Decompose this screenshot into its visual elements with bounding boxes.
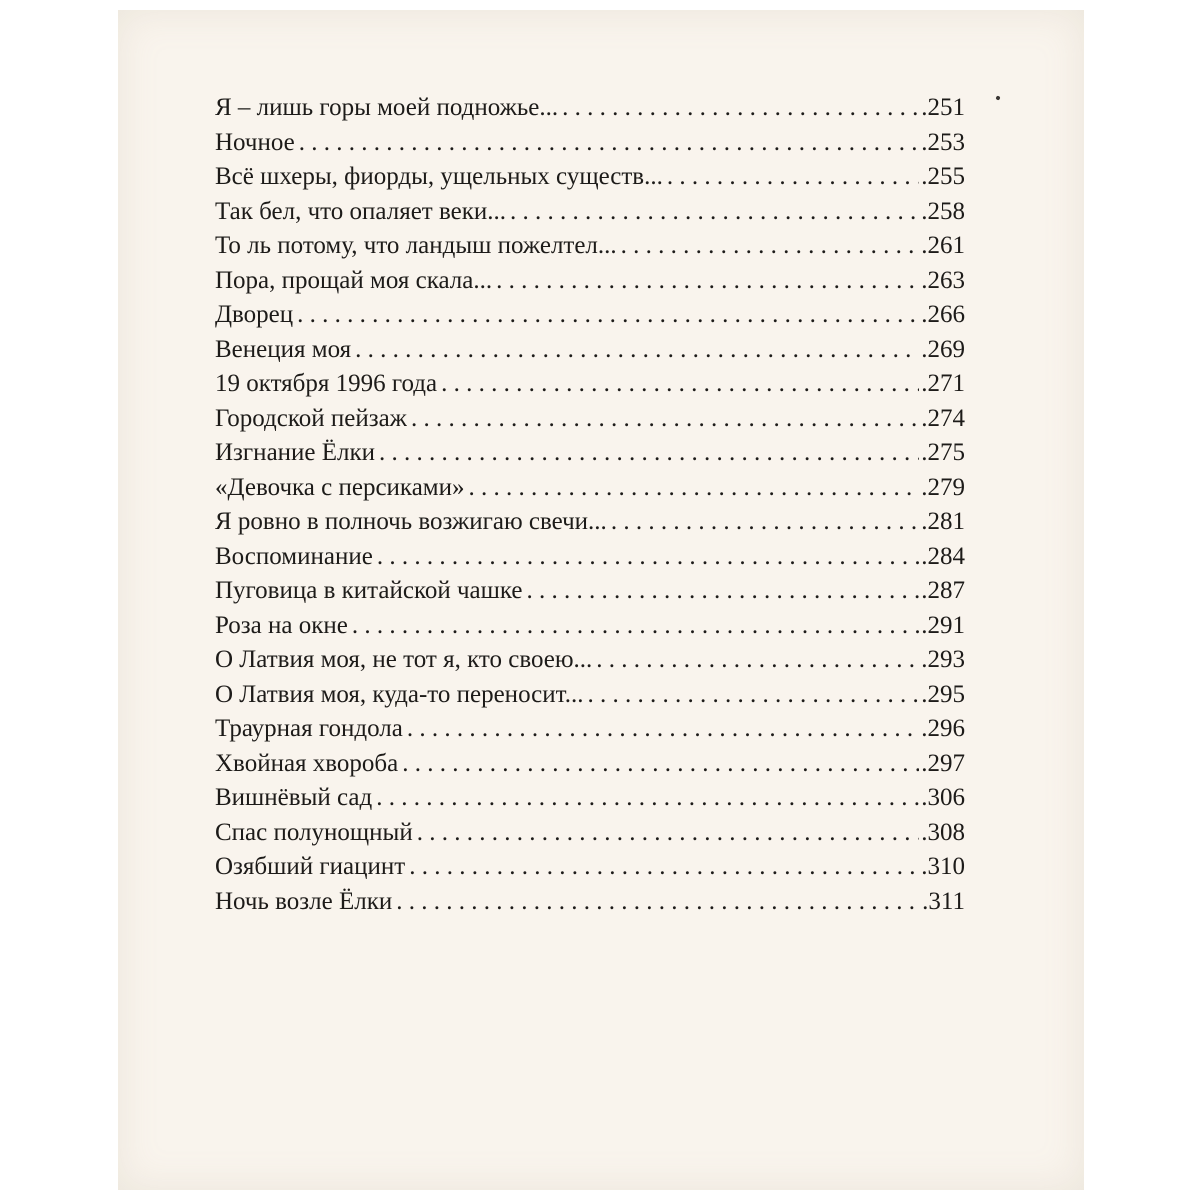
- toc-entry-page: . 297: [919, 747, 965, 782]
- toc-entry-page: . 266: [919, 298, 965, 333]
- toc-entry-page: . 281: [919, 505, 965, 540]
- toc-entry-page: . 284: [919, 540, 965, 575]
- toc-entry-title: Роза на окне: [215, 611, 348, 639]
- toc-entry-page: . 255: [919, 160, 965, 195]
- toc-entry: [215, 402, 965, 437]
- toc-entry: [215, 505, 965, 540]
- toc-entry-page: . 287: [919, 574, 965, 609]
- toc-entry-page: . 258: [919, 195, 965, 230]
- toc-entry-title: «Девочка с персиками»: [215, 473, 465, 501]
- toc-entry: [215, 540, 965, 575]
- toc-entry: [215, 678, 965, 713]
- toc-entry-page: . 293: [919, 643, 965, 678]
- toc-entry: [215, 885, 965, 920]
- dot-leader: [376, 781, 919, 816]
- toc-entry-page: . 295: [919, 678, 965, 713]
- toc-entry: [215, 609, 965, 644]
- toc-entry-title: Венеция моя: [215, 335, 352, 363]
- toc-entry-title: Я – лишь горы моей подножье...: [215, 94, 559, 121]
- toc-entry: [215, 850, 965, 885]
- toc-entry: [215, 747, 965, 782]
- toc-entry: [215, 160, 965, 195]
- toc-entry-title: Озябший гиацинт: [215, 853, 406, 880]
- dot-leader: [667, 160, 919, 195]
- toc-entry-title: Городской пейзаж: [215, 404, 407, 432]
- dot-leader: [496, 264, 919, 299]
- toc-entry: [215, 333, 965, 368]
- toc-entry-title: О Латвия моя, не тот я, кто своею...: [215, 646, 593, 673]
- toc-entry-page: . 275: [919, 436, 965, 471]
- dot-leader: [562, 91, 919, 126]
- dot-leader: [417, 816, 920, 851]
- toc-entry-page: . 291: [919, 609, 965, 644]
- toc-entry-page: . 261: [919, 229, 965, 264]
- toc-entry: [215, 229, 965, 264]
- toc-entry-title: Ночное: [215, 128, 295, 156]
- dot-leader: [621, 229, 920, 264]
- toc-entry-title: Ночь возле Ёлки: [215, 887, 393, 915]
- toc-entry: [215, 816, 965, 851]
- toc-entry: [215, 264, 965, 299]
- toc-entry-title: О Латвия моя, куда-то переносит...: [215, 680, 584, 708]
- toc-entry-title: Хвойная хвороба: [215, 749, 399, 777]
- toc-entry-page: . 308: [919, 816, 965, 851]
- toc-entry-page: . 296: [919, 712, 965, 747]
- toc-entry-title: Изгнание Ёлки: [215, 439, 376, 466]
- dot-leader: [596, 643, 919, 678]
- toc-entry-title: Пора, прощай моя скала...: [215, 266, 493, 294]
- dot-leader: [402, 747, 919, 782]
- toc-entry-page: . 251: [919, 91, 965, 126]
- dot-leader: [469, 471, 920, 506]
- toc-entry-title: Спас полунощный: [215, 818, 413, 846]
- toc-entry-title: Я ровно в полночь возжигаю свечи...: [215, 508, 607, 535]
- dot-leader: [377, 540, 919, 575]
- toc-entry-page: . 271: [919, 367, 965, 402]
- toc-entry-page: . 263: [919, 264, 965, 299]
- toc-entry-title: Дворец: [215, 301, 294, 328]
- toc-entry: [215, 436, 965, 471]
- toc-entry: [215, 781, 965, 816]
- table-of-contents: [215, 91, 965, 919]
- toc-entry-title: Так бел, что опаляет веки...: [215, 197, 506, 225]
- dot-leader: [396, 885, 920, 920]
- dot-leader: [355, 333, 919, 368]
- toc-entry-page: . 253: [919, 126, 965, 161]
- dot-leader: [407, 712, 919, 747]
- dot-leader: [611, 505, 919, 540]
- dot-leader: [409, 850, 919, 885]
- dot-leader: [510, 195, 919, 230]
- toc-entry-page: . 306: [919, 781, 965, 816]
- toc-entry-page: . 269: [919, 333, 965, 368]
- dot-leader: [299, 126, 919, 161]
- toc-entry: [215, 195, 965, 230]
- toc-entry: [215, 298, 965, 333]
- toc-entry: [215, 91, 965, 126]
- toc-entry-page: . 311: [920, 885, 965, 920]
- dot-leader: [379, 436, 919, 471]
- toc-entry-title: Траурная гондола: [215, 715, 403, 742]
- toc-entry-title: 19 октября 1996 года: [215, 370, 438, 397]
- toc-entry-title: Вишнёвый сад: [215, 784, 373, 811]
- toc-entry-page: . 310: [919, 850, 965, 885]
- dot-leader: [587, 678, 919, 713]
- toc-entry-title: То ль потому, что ландыш пожелтел...: [215, 232, 617, 259]
- toc-entry-title: Пуговица в китайской чашке: [215, 577, 523, 604]
- dot-leader: [441, 367, 919, 402]
- toc-entry: [215, 471, 965, 506]
- toc-entry-page: . 279: [919, 471, 965, 506]
- toc-entry: [215, 367, 965, 402]
- toc-entry: [215, 712, 965, 747]
- toc-entry: [215, 643, 965, 678]
- toc-entry: [215, 574, 965, 609]
- toc-entry-page: . 274: [919, 402, 965, 437]
- dot-leader: [297, 298, 919, 333]
- toc-entry-title: Воспоминание: [215, 542, 373, 570]
- dot-leader: [352, 609, 919, 644]
- dot-leader: [527, 574, 920, 609]
- toc-entry: [215, 126, 965, 161]
- dot-leader: [411, 402, 919, 437]
- toc-entry-title: Всё шхеры, фиорды, ущельных существ...: [215, 163, 663, 190]
